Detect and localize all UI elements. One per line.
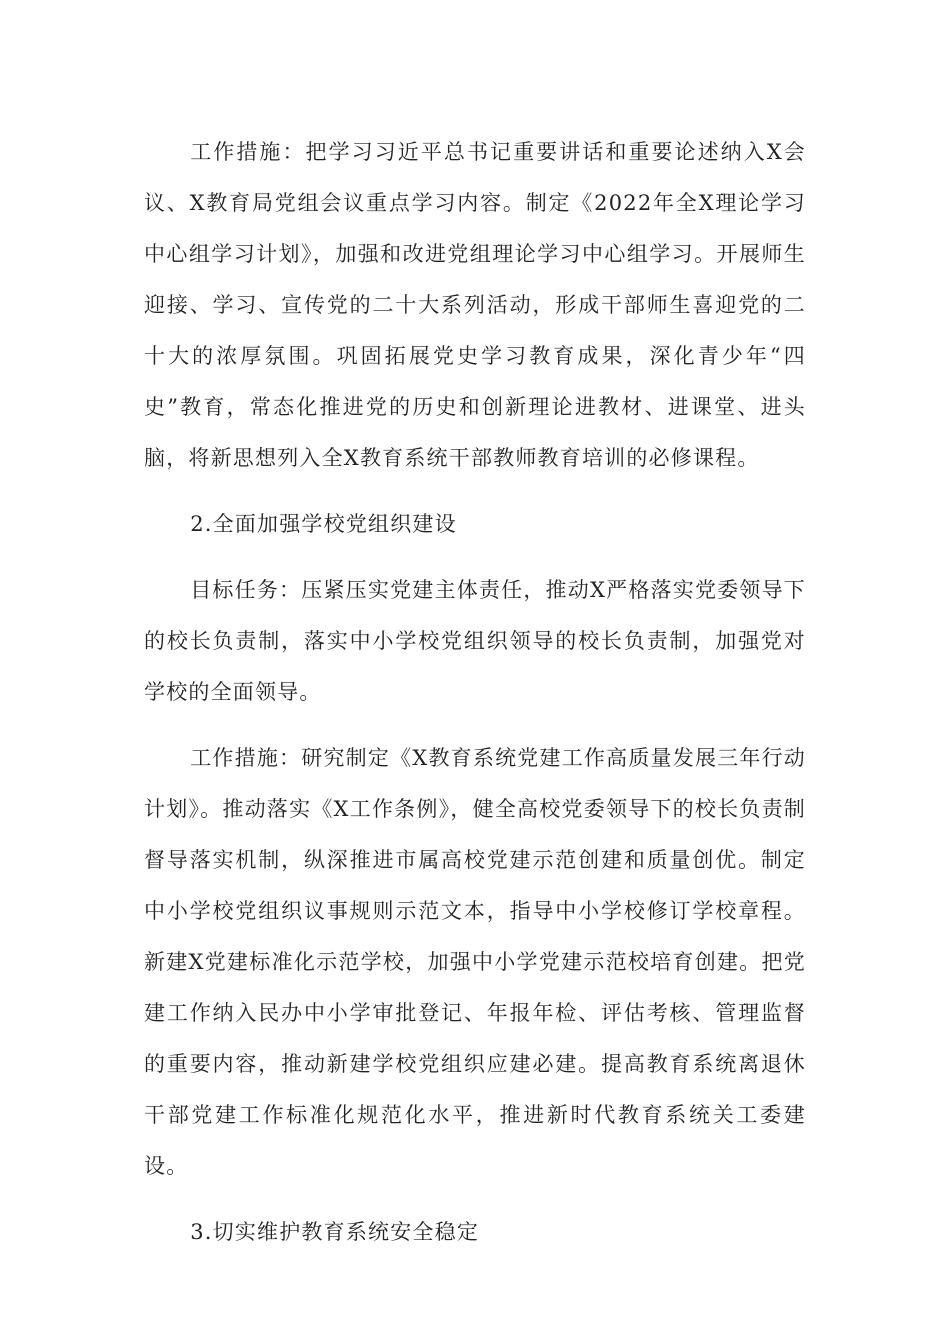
section-heading-2: 2.全面加强学校党组织建设 bbox=[190, 512, 457, 536]
section-heading-3: 3.切实维护教育系统安全稳定 bbox=[190, 1220, 480, 1244]
paragraph-target-tasks: 目标任务：压紧压实党建主体责任，推动X严格落实党委领导下的校长负责制，落实中小学校党组织领导的校长负责制，加强党对学校的全面领导。 bbox=[144, 578, 806, 704]
paragraph-work-measures-1: 工作措施：把学习习近平总书记重要讲话和重要论述纳入X会议、X教育局党组会议重点学习内容。制定《2022年全X理论学习中心组学习计划》，加强和改进党组理论学习中心组学习。开展师生迎接、学习、宣传党的二十大系列活动，形成干部师生喜迎党的二十大的浓厚氛围。巩固拓展党史学习教育成果，深化青少年“四史”教育，常态化推进党的历史和创新理论进教材、进课堂、进头脑，将新思想列入全X教育系统干部教师教育培训的必修课程。 bbox=[144, 140, 806, 470]
paragraph-work-measures-2: 工作措施：研究制定《X教育系统党建工作高质量发展三年行动计划》。推动落实《X工作条例》，健全高校党委领导下的校长负责制督导落实机制，纵深推进市属高校党建示范创建和质量创优。制定中小学校党组织议事规则示范文本，指导中小学校修订学校章程。新建X党建标准化示范学校，加强中小学党建示范校培育创建。把党建工作纳入民办中小学审批登记、年报年检、评估考核、管理监督的重要内容，推动新建学校党组织应建必建。提高教育系统离退休干部党建工作标准化规范化水平，推进新时代教育系统关工委建设。 bbox=[144, 746, 806, 1178]
document-body bbox=[144, 127, 806, 1258]
